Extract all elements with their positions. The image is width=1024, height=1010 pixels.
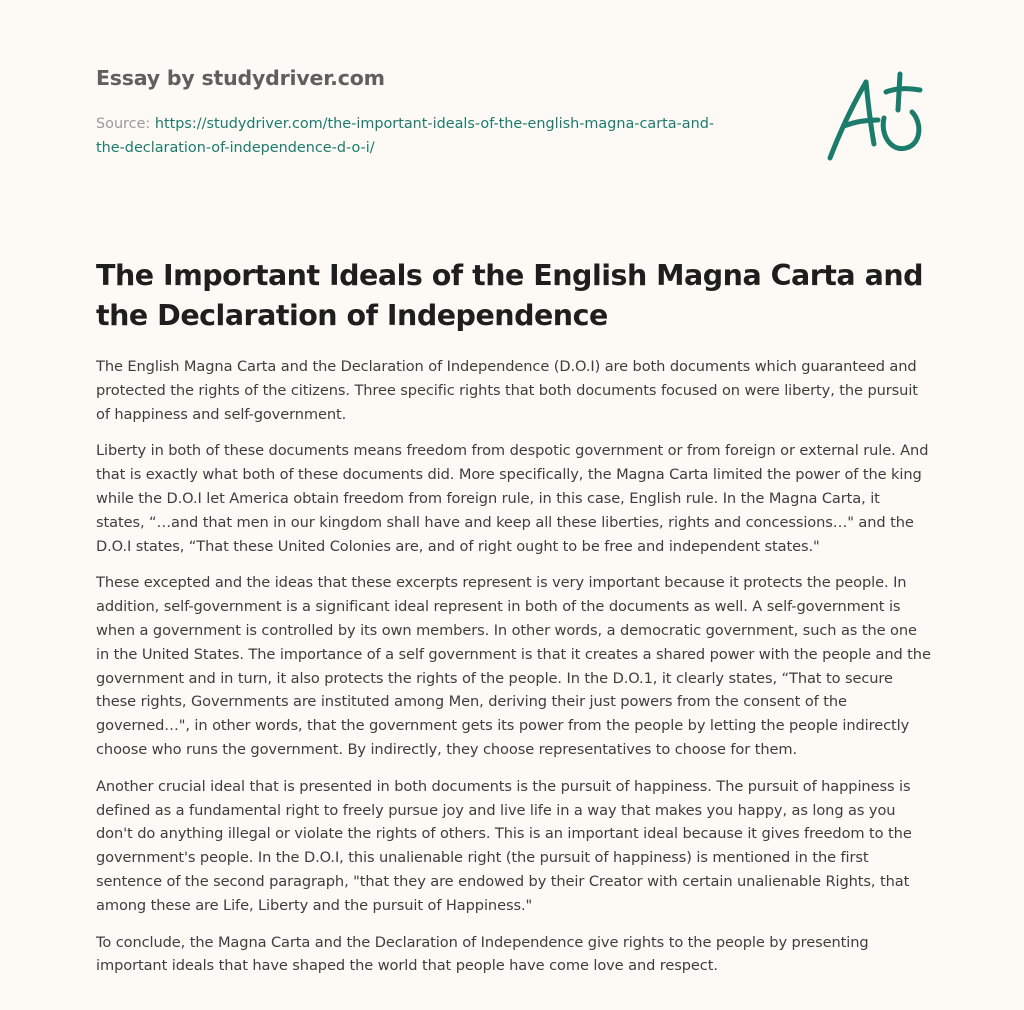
source-link-line-2: the-declaration-of-independence-d-o-i/ bbox=[96, 140, 375, 156]
site-title: Essay by studydriver.com bbox=[96, 66, 385, 90]
paragraph: To conclude, the Magna Carta and the Declaration of Independence give rights to the people by presenting important ideals that have shaped the world that people have come love and respect. bbox=[96, 933, 869, 975]
a-plus-logo-icon bbox=[822, 70, 932, 170]
source-link[interactable] bbox=[96, 116, 714, 156]
paragraph: Liberty in both of these documents means freedom from despotic government or from foreign or external rule. And that is exactly what both of these documents did. More specifically, the Magna Carta limited the power of the king while the D.O.I let America obtain freedom from foreign rule, in this case, English rule. In the Magna Carta, it states, “…and that men in our kingdom shall have and keep all these liberties, rights and concessions…" and the D.O.I states, “That these United Colonies are, and of right ought to be free and independent states." bbox=[96, 442, 929, 555]
essay-title: The Important Ideals of the English Magna Carta and the Declaration of Independence bbox=[96, 259, 924, 332]
paragraph: Another crucial ideal that is presented in both documents is the pursuit of happiness. The pursuit of happiness is defined as a fundamental right to freely pursue joy and live life in a way that makes you happy, as long as you don't do anything illegal or violate the rights of others. This is an important ideal because it gives freedom to the government's people. In the D.O.I, this unalienable right (the pursuit of happiness) is mentioned in the first sentence of the second paragraph, "that they are endowed by their Creator with certain unalienable Rights, that among these are Life, Liberty and the pursuit of Happiness." bbox=[96, 777, 912, 914]
source-link-line-1: https://studydriver.com/the-important-ideals-of-the-english-magna-carta-and- bbox=[154, 116, 715, 132]
source-line bbox=[96, 112, 796, 160]
paragraph: The English Magna Carta and the Declaration of Independence (D.O.I) are both documents which guaranteed and protected the rights of the citizens. Three specific rights that both documents focused on were liberty, the pursuit of happiness and self-government. bbox=[96, 358, 918, 423]
essay-body bbox=[96, 355, 932, 991]
source-label: Source: bbox=[96, 116, 155, 132]
paragraph: These excepted and the ideas that these excerpts represent is very important because it protects the people. In addition, self-government is a significant ideal represent in both of the documents as well. A self-government is when a government is controlled by its own members. In other words, a democratic government, such as the one in the United States. The importance of a self government is that it creates a shared power with the people and the government and in turn, it also protects the rights of the people. In the D.O.1, it clearly states, “That to secure these rights, Governments are instituted among Men, deriving their just powers from the consent of the governed…", in other words, that the government gets its power from the people by letting the people indirectly choose who runs the government. By indirectly, they choose representatives to choose for them. bbox=[96, 574, 931, 758]
